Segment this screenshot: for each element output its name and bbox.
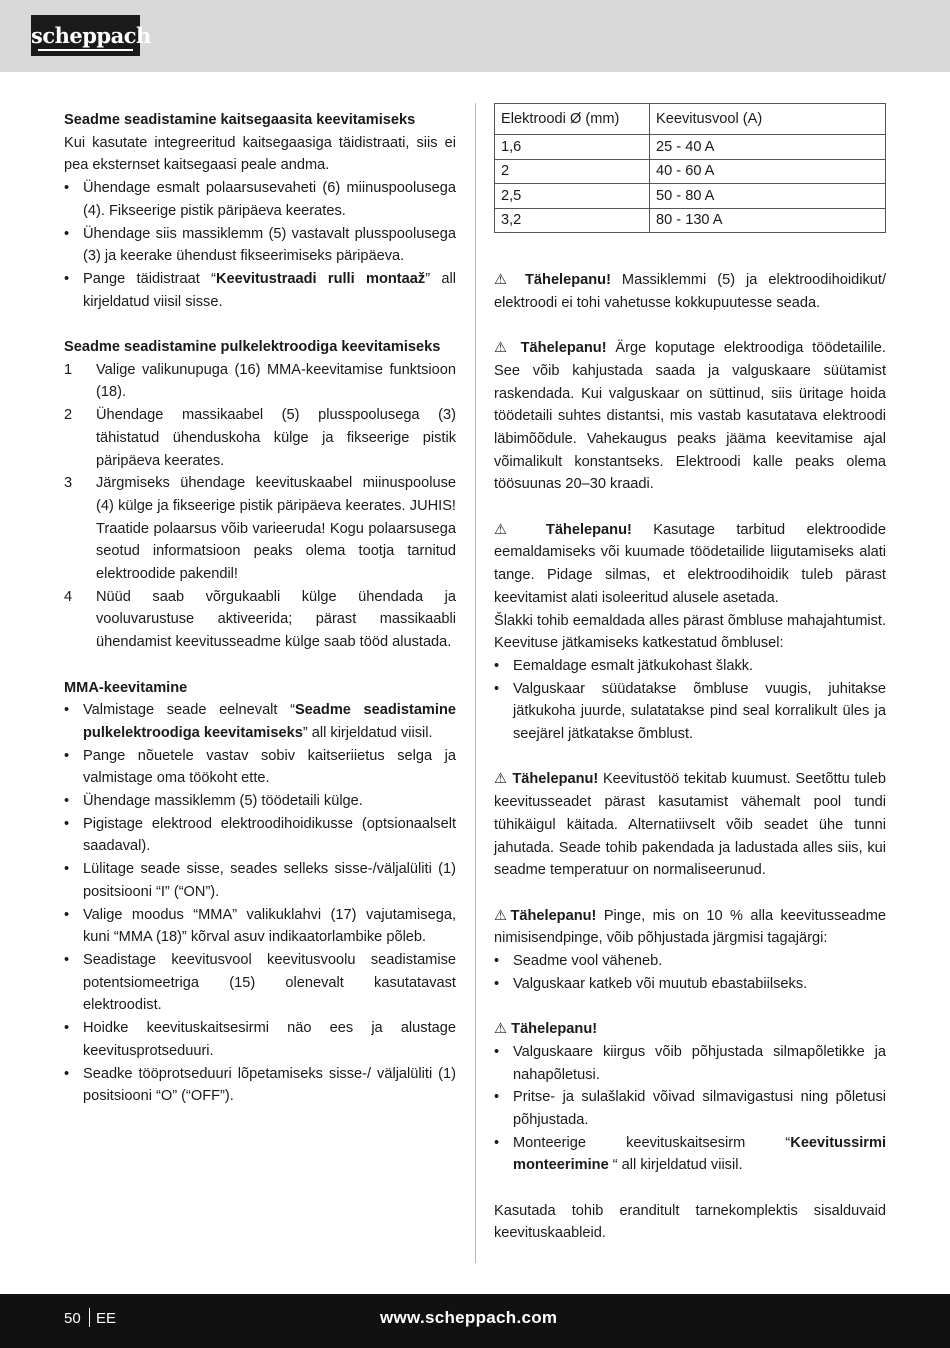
section-stick-setup	[64, 336, 456, 654]
bullet-list	[64, 177, 456, 313]
warning-paragraph: ⚠ Tähelepanu! Keevitustöö tekitab kuumust. Seetõttu tuleb keevitusseadet pärast kasutamist vähemalt pool tundi tühikäigul käitada. Alternatiivselt võib seadet ühe tunni jahutada. Seade tohib pakendada ja ladustada alles siis, kui seadme temperatuur on normaliseerunud.	[494, 771, 887, 879]
table-cell: 1,6	[495, 135, 650, 160]
list-item: • Ühendage massiklemm (5) töödetaili külge.	[64, 790, 456, 813]
section-title: MMA-keevitamine	[64, 679, 188, 696]
table-cell: 50 - 80 A	[650, 184, 886, 209]
section-mma-welding	[64, 677, 456, 1108]
list-item: • Monteerige keevituskaitsesirm “Keevitussirmi monteerimine “ all kirjeldatud viisil.	[494, 1132, 886, 1177]
list-item: 4 Nüüd saab võrgukaabli külge ühendada ja vooluvarustuse aktiveerida; pärast massikaabli ühendamist keevitusseadme külge saab tööd alustada.	[64, 588, 456, 651]
language-code: EE	[96, 1310, 117, 1327]
warning-icon: ⚠	[494, 521, 525, 538]
table-cell: 2	[495, 159, 650, 184]
list-item: • Pigistage elektrood elektroodihoidikusse (optsionaalselt saadaval).	[64, 813, 456, 858]
footer-separator	[89, 1308, 90, 1327]
numbered-list	[64, 359, 456, 654]
section-title: Seadme seadistamine pulkelektroodiga keevitamiseks	[64, 339, 441, 356]
list-item: • Eemaldage esmalt jätkukohast šlakk.	[494, 655, 886, 678]
list-item: • Lülitage seade sisse, seades selleks sisse-/väljalüliti (1) positsiooni “I” (“ON”).	[64, 858, 456, 903]
list-item: • Ühendage siis massiklemm (5) vastavalt plusspoolusega (3) ja keerake ühendust fikseerimiseks päripäeva.	[64, 223, 456, 268]
warning-icon: ⚠	[494, 1021, 508, 1038]
paragraph: Šlakki tohib eemaldada alles pärast õmbluse mahajahtumist. Keevituse jätkamiseks katkestatud õmblusel:	[494, 612, 886, 652]
page-footer	[0, 1294, 950, 1348]
list-item: 1 Valige valikunupuga (16) MMA-keevitamise funktsioon (18).	[64, 361, 456, 401]
table-row	[495, 159, 886, 184]
bullet-list	[494, 655, 886, 746]
list-item: • Pange täidistraat “Keevitustraadi rulli montaaž” all kirjeldatud viisil sisse.	[64, 268, 456, 313]
list-item: 3 Järgmiseks ühendage keevituskaabel miinuspooluse (4) külge ja fikseerige pistik päripäeva keerates. JUHIS! Traatide polaarsus võib varieeruda! Kogu polaarsusega seotud informatsioon peaks olema tootja tarnitud elektroodide pakendil!	[64, 475, 456, 583]
list-item: • Seadke tööprotseduuri lõpetamiseks sisse-/ väljalüliti (1) positsiooni “O” (“OFF”).	[64, 1063, 456, 1108]
list-item: • Valguskaar katkeb või muutub ebastabiilseks.	[494, 973, 886, 996]
column-divider	[475, 103, 476, 1263]
list-item: 2 Ühendage massikaabel (5) plusspoolusega (3) tähistatud ühenduskoha külge ja fikseerige pistik päripäeva keerates.	[64, 407, 456, 469]
warning-icon: ⚠	[494, 771, 508, 788]
warning-paragraph: ⚠Tähelepanu! Pinge, mis on 10 % alla keevitusseadme nimisisendpinge, võib põhjustada järgmisi tagajärgi:	[494, 907, 886, 947]
warning-paragraph: ⚠ Tähelepanu! Ärge koputage elektroodiga töödetailile. See võib kahjustada saada ja valguskaare süütamist raskendada. Kui valguskaar on süttinud, siis üritage hoida töödetaili suhtes distantsi, mis vastab kasutatava elektroodi läbimõõdule. Vahekaugus peaks jääma keevitamise ajal võimalikult konstantseks. Elektroodi kalle peaks olema töösuunas 20–30 kraadi.	[494, 340, 886, 493]
list-item: • Valguskaar süüdatakse õmbluse vuugis, juhitakse jätkukoha juurde, sulatatakse pind seal korralikult üles ja seejärel jätkatakse õmblust.	[494, 678, 886, 746]
warning-icon: ⚠	[494, 340, 512, 357]
warning-paragraph: ⚠ Tähelepanu! Massiklemmi (5) ja elektroodihoidikut/ elektroodi ei tohi vahetusse kokkupuutesse seada.	[494, 272, 886, 311]
table-cell: 2,5	[495, 184, 650, 209]
paragraph: Kui kasutate integreeritud kaitsegaasiga täidistraati, siis ei pea eksternset kaitsegaasi peale andma.	[64, 134, 456, 174]
list-item: • Pritse- ja sulašlakid võivad silmavigastusi ning põletusi põhjustada.	[494, 1086, 886, 1131]
table-header-row	[495, 104, 886, 135]
section-title: Seadme seadistamine kaitsegaasita keevitamiseks	[64, 112, 416, 128]
left-column	[64, 109, 456, 1108]
table-cell: 3,2	[495, 208, 650, 233]
warning-icon: ⚠	[494, 272, 515, 288]
bullet-list	[494, 1041, 886, 1177]
table-header-cell: Elektroodi Ø (mm)	[495, 104, 650, 135]
table-row	[495, 184, 886, 209]
section-gasless-setup	[64, 109, 456, 313]
right-column	[494, 109, 886, 1245]
list-item: • Seadme vool väheneb.	[494, 950, 886, 973]
page-number: 50	[64, 1310, 81, 1327]
list-item: • Hoidke keevituskaitsesirmi näo ees ja alustage keevitusprotseduuri.	[64, 1017, 456, 1062]
paragraph: Kasutada tohib eranditult tarnekomplektis sisalduvaid keevituskaableid.	[494, 1202, 886, 1242]
page-header	[0, 0, 950, 72]
list-item: • Valige moodus “MMA” valikuklahvi (17) vajutamisega, kuni “MMA (18)” kõrval asuv indikaatorlambike põleb.	[64, 904, 456, 949]
bullet-list	[494, 950, 886, 995]
current-table	[494, 103, 886, 233]
website-link[interactable]: www.scheppach.com	[380, 1308, 558, 1327]
table-cell: 25 - 40 A	[650, 135, 886, 160]
warning-icon: ⚠	[494, 907, 511, 924]
list-item: • Ühendage esmalt polaarsusevaheti (6) miinuspoolusega (4). Fikseerige pistik päripäeva keerates.	[64, 177, 456, 222]
bullet-list	[64, 699, 456, 1108]
brand-logo: scheppach	[31, 15, 140, 56]
table-cell: 40 - 60 A	[650, 159, 886, 184]
warning-paragraph: ⚠ Tähelepanu!	[494, 1021, 598, 1038]
table-row	[495, 208, 886, 233]
table-header-cell: Keevitusvool (A)	[650, 104, 886, 135]
list-item: • Valmistage seade eelnevalt “Seadme seadistamine pulkelektroodiga keevitamiseks” all kirjeldatud viisil.	[64, 699, 456, 744]
list-item: • Pange nõuetele vastav sobiv kaitseriietus selga ja valmistage oma töökoht ette.	[64, 745, 456, 790]
warning-paragraph: ⚠ Tähelepanu! Kasutage tarbitud elektroodide eemaldamiseks või kuumade töödetailide liigutamiseks alati tange. Pidage silmas, et elektroodihoidik tuleb pärast keevitamist alati isoleeritud alusele asetada.	[494, 521, 886, 606]
table-cell: 80 - 130 A	[650, 208, 886, 233]
list-item: • Seadistage keevitusvool keevitusvoolu seadistamise potentsiomeetriga (15) olenevalt kasutatavast elektroodist.	[64, 949, 456, 1017]
list-item: • Valguskaare kiirgus võib põhjustada silmapõletikke ja nahapõletusi.	[494, 1041, 886, 1086]
table-row	[495, 135, 886, 160]
